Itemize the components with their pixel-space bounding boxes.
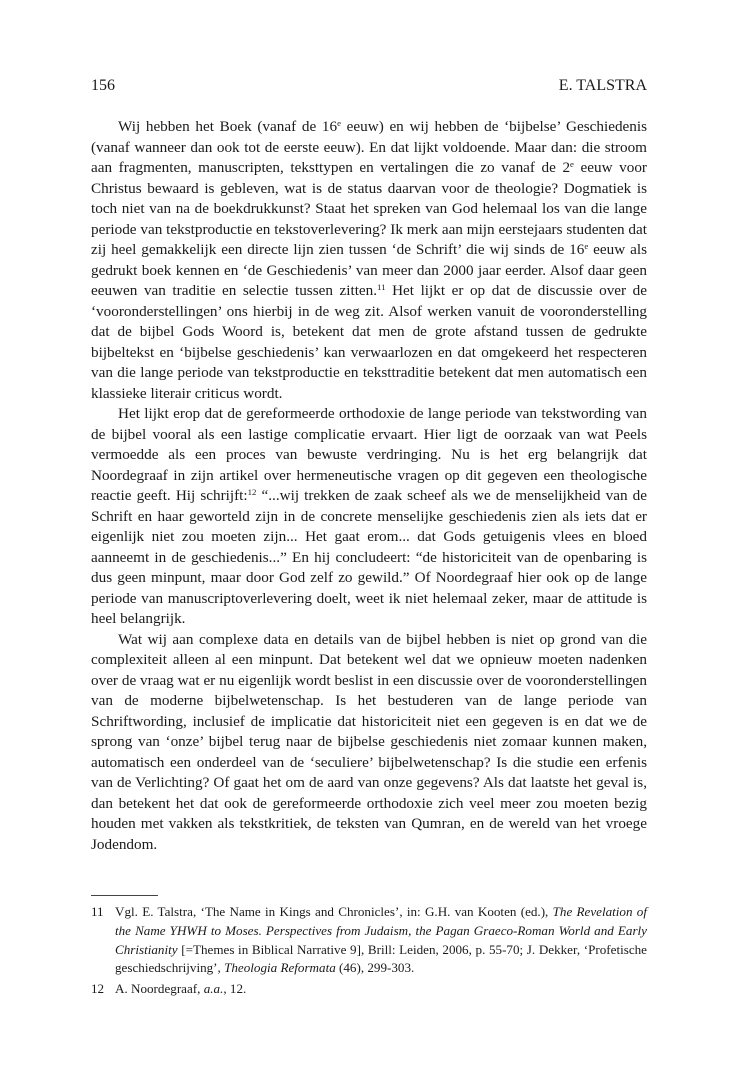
text-run: Het lijkt er op dat de discussie over de ‘vooronderstellingen’ ons hierbij in de weg zit. Alsof werken vanuit de vooronderstelling dat de bijbel Gods Woord is, betekent dat men de grote afstand tussen de gedrukte bijbeltekst en ‘bijbelse geschiedenis’ kan verwaarlozen en dat omgekeerd het respecteren van die lange periode van tekstproductie en teksttraditie betekent dat men automatisch een klassieke literair criticus wordt. — [91, 282, 648, 402]
text-run: (46), 299-303. — [335, 960, 415, 976]
text-run: A. Noordegraaf, — [115, 981, 204, 997]
text-run: [=Themes in Biblical Narrative 9], Brill: Leiden, 2006, p. 55-70; J. Dekker, ‘Profetische geschiedschrijving’, — [115, 941, 647, 976]
text-run: Wij hebben het Boek (vanaf de 16 — [118, 118, 338, 135]
footnote — [91, 980, 647, 999]
footnotes — [91, 903, 647, 1001]
superscript: 11 — [377, 282, 386, 293]
footnote-number: 11 — [91, 904, 104, 919]
text-run: , 12. — [223, 981, 247, 997]
text-run: eeuw) en wij hebben de ‘bijbelse’ Geschiedenis (vanaf wanneer dan ook tot de eerste eeuw). En dat lijkt voldoende. Maar dan: die stroom aan fragmenten, manuscripten, teksttypen en vertalingen die zo vanaf de 2 — [91, 118, 647, 176]
text-run: Wat wij aan complexe data en details van de bijbel hebben is niet op grond van die complexiteit alleen al een minpunt. Dat betekent wel dat we opnieuw moeten nadenken over de vraag wat er nu eigenlijk wordt beslist in een discussie over de vooronderstellingen van de moderne bijbelwetenschap. Is het bestuderen van de lange periode van Schriftwording, inclusief de implicatie dat historiciteit niet een gegeven is en dat we de sprong van ‘onze’ bijbel terug naar de bijbelse geschiedenis niet zomaar kunnen maken, automatisch een onderdeel van de ‘seculiere’ bijbelwetenschap? Is die studie een erfenis van de Verlichting? Of gaat het om de aard van onze gegevens? Als dat laatste het geval is, dan betekent het dat ook de gereformeerde orthodoxie zich veel meer zou moeten bezig houden met vakken als tekstkritiek, de teksten van Qumran, en de wereld van het vroege Jodendom. — [91, 630, 647, 853]
superscript: e — [337, 118, 341, 129]
superscript: 12 — [247, 487, 257, 498]
superscript: e — [570, 159, 574, 170]
text-run: “...wij trekken de zaak scheef als we de menselijkheid van de Schrift en haar geworteld zijn in de concrete menselijke geschiedenis zien als iets dat er eigenlijk niet zou moeten zijn... Het gaat erom... dat Gods getuigenis vlees en bloed aanneemt in de geschiedenis...” En hij concludeert: “de historiciteit van de openbaring is dus geen minpunt, maar door God zelf zo gewild.” Of Noordegraaf hier ook op de lange periode van manuscriptoverlevering doelt, weet ik niet helemaal zeker, maar de attitude is heel belangrijk. — [91, 487, 647, 627]
italic-title: a.a. — [203, 981, 224, 997]
body-paragraph — [91, 630, 647, 856]
footnote-number: 12 — [91, 981, 105, 997]
body-text — [91, 117, 647, 855]
text-run: Vgl. E. Talstra, ‘The Name in Kings and Chronicles’, in: G.H. van Kooten (ed.), — [115, 904, 553, 919]
italic-title: Theologia Reformata — [224, 960, 336, 976]
text-run: eeuw voor Christus bewaard is gebleven, wat is de status daarvan voor de theologie? Dogmatiek is toch niet van na de boekdrukkunst? Staat het spreken van God helemaal los van die lange periode van tekstproductie en tekstoverlevering? Ik merk aan mijn eerstejaars studenten dat zij heel gemakkelijk een directe lijn zien tussen ‘de Schrift’ die wij sinds de 16 — [91, 159, 647, 258]
footnote-text — [115, 980, 647, 999]
page-number: 156 — [91, 77, 115, 94]
italic-title: The Revelation of the Name YHWH to Moses. Perspectives from Judaism, the Pagan Graeco-Roman World and Early Christianity — [115, 904, 647, 957]
footnote-separator — [91, 895, 158, 896]
body-paragraph — [91, 404, 647, 630]
running-header — [91, 76, 647, 96]
running-head-author: E. TALSTRA — [558, 77, 647, 94]
footnote — [91, 903, 647, 978]
body-paragraph — [91, 117, 647, 404]
footnote-text — [115, 903, 647, 978]
text-run: eeuw als gedrukt boek kennen en ‘de Geschiedenis’ van meer dan 2000 jaar eerder. Alsof daar geen eeuwen van traditie en selectie tussen zitten. — [91, 241, 647, 299]
text-run: Het lijkt erop dat de gereformeerde orthodoxie de lange periode van tekstwording van de bijbel vooral als een lastige complicatie ervaart. Hier ligt de oorzaak van wat Peels vermoedde als een proces van bewuste verdringing. Nu is het erg belangrijk dat Noordegraaf in zijn artikel over hermeneutische vragen op dit gegeven een theologische reactie geeft. Hij schrijft: — [91, 405, 647, 504]
superscript: e — [584, 241, 589, 252]
